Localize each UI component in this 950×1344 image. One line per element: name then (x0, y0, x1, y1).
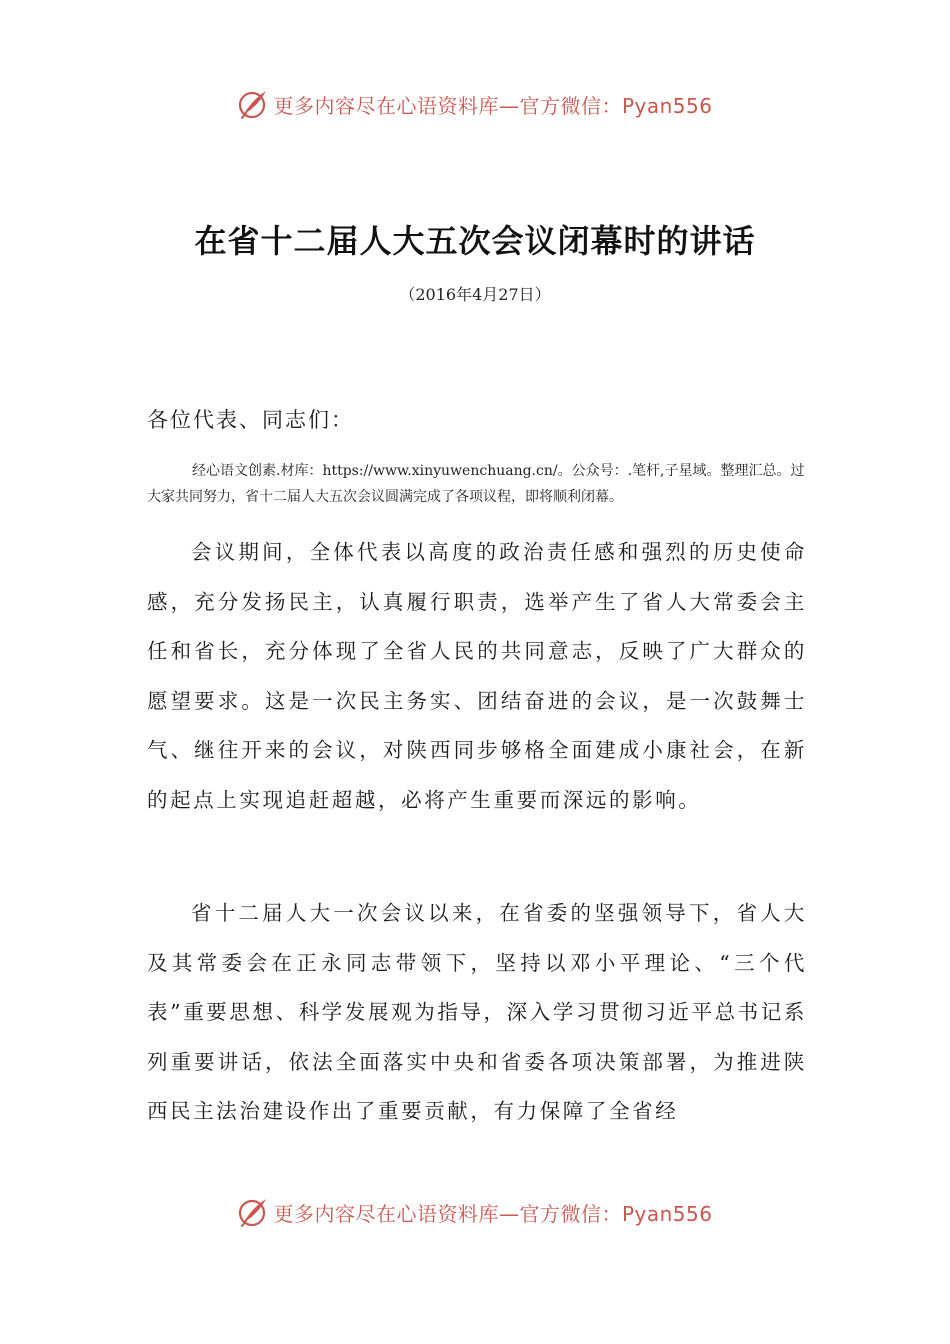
quill-logo-icon (237, 1196, 269, 1228)
document-title: 在省十二届人大五次会议闭幕时的讲话 (194, 222, 756, 260)
paragraph-2: 省十二届人大一次会议以来，在省委的坚强领导下，省人大及其常委会在正永同志带领下，坚持以邓小平理论、“三个代表”重要思想、科学发展观为指导，深入学习贯彻习近平总书记系列重要讲话，依法全面落实中央和省委各项决策部署，为推进陕西民主法治建设作出了重要贡献，有力保障了全省经 (147, 901, 807, 1123)
footer-banner-text: 更多内容尽在心语资料库—官方微信：Pyan556 (273, 1201, 713, 1226)
paragraph-1: 会议期间，全体代表以高度的政治责任感和强烈的历史使命感，充分发扬民主，认真履行职责，选举产生了省人大常委会主任和省长，充分体现了全省人民的共同意志，反映了广大群众的愿望要求。这是一次民主务实、团结奋进的会议，是一次鼓舞士气、继往开来的会议，对陕西同步够格全面建成小康社会，在新的起点上实现追赶超越，必将产生重要而深远的影响。 (147, 540, 807, 812)
source-note: 经心语文创素.材库：https://www.xinyuwenchuang.cn/。公众号：.笔杆,子星域。整理汇总。过大家共同努力，省十二届人大五次会议圆满完成了各项议程，即将顺利闭幕。 (147, 463, 805, 505)
salutation: 各位代表、同志们： (147, 408, 354, 432)
document-date: （2016年4月27日） (399, 285, 551, 304)
footer-banner (0, 1192, 950, 1232)
header-banner-text: 更多内容尽在心语资料库—官方微信：Pyan556 (273, 93, 713, 118)
quill-logo-icon (237, 88, 269, 120)
header-banner (0, 84, 950, 124)
